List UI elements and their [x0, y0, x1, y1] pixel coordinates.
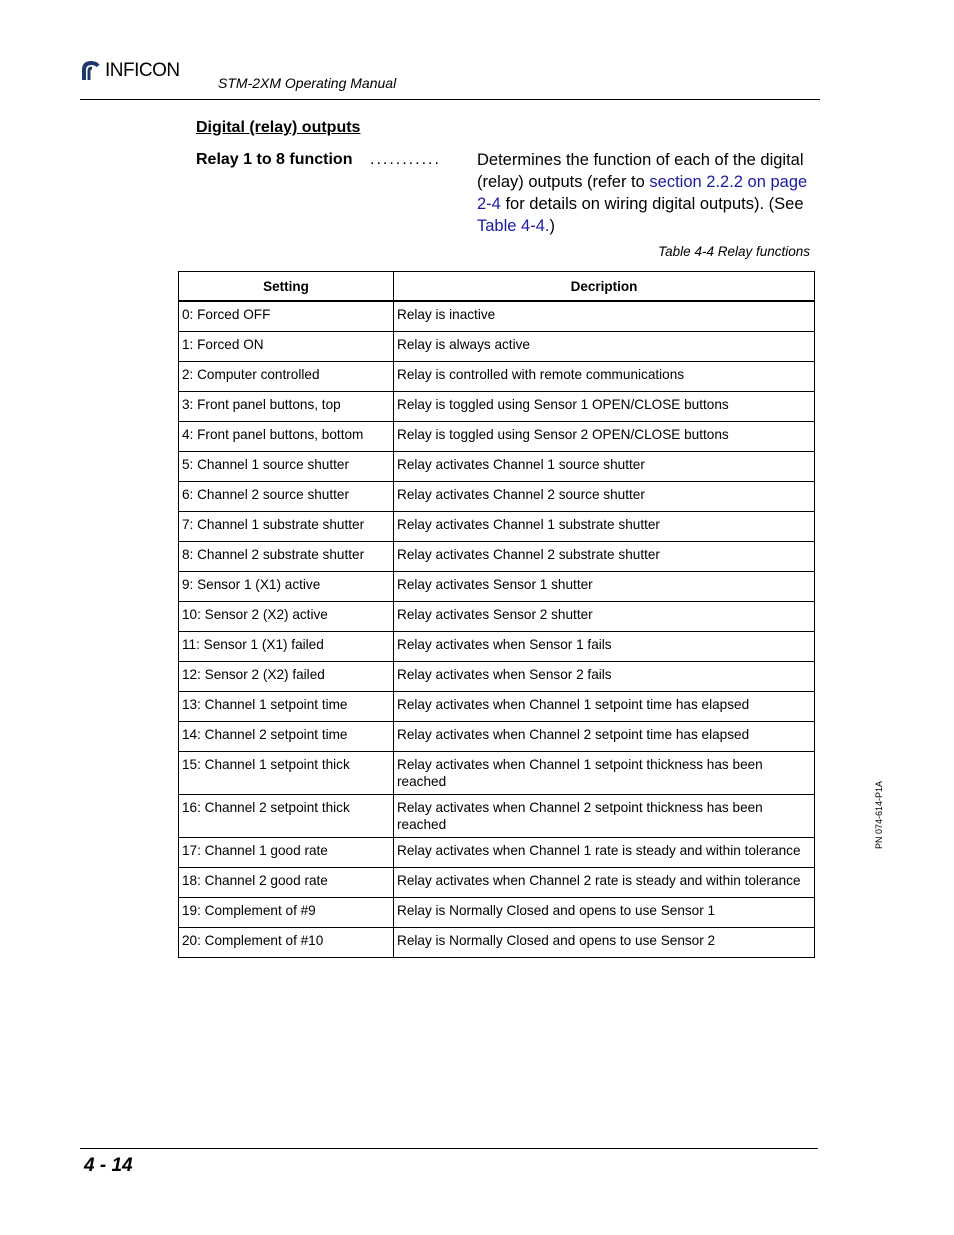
description-cell: Relay activates Sensor 1 shutter: [394, 572, 815, 602]
relay-functions-table: [178, 271, 815, 958]
description-cell: Relay is controlled with remote communications: [394, 362, 815, 392]
description-cell: Relay is Normally Closed and opens to use Sensor 1: [394, 898, 815, 928]
table-row: [179, 752, 815, 795]
table-row: [179, 301, 815, 332]
description-cell: Relay is toggled using Sensor 2 OPEN/CLOSE buttons: [394, 422, 815, 452]
section-heading: Digital (relay) outputs: [196, 119, 361, 136]
table-row: [179, 572, 815, 602]
table-row: [179, 512, 815, 542]
table-row: [179, 928, 815, 958]
setting-cell: 12: Sensor 2 (X2) failed: [179, 662, 394, 692]
description-cell: Relay activates when Channel 2 rate is steady and within tolerance: [394, 868, 815, 898]
table-row: [179, 898, 815, 928]
table-caption: Table 4-4 Relay functions: [658, 244, 810, 259]
description-cell: Relay activates Channel 1 source shutter: [394, 452, 815, 482]
parameter-description: [477, 149, 812, 237]
page-number: 4 - 14: [84, 1155, 133, 1176]
column-header-description: Decription: [394, 272, 815, 302]
table-row: [179, 868, 815, 898]
table-row: [179, 482, 815, 512]
description-cell: Relay is toggled using Sensor 1 OPEN/CLOSE buttons: [394, 392, 815, 422]
parameter-label: Relay 1 to 8 function: [196, 151, 353, 168]
setting-cell: 1: Forced ON: [179, 332, 394, 362]
description-cell: Relay activates when Sensor 2 fails: [394, 662, 815, 692]
description-text: for details on wiring digital outputs). (See: [500, 195, 804, 213]
inficon-logo: [80, 60, 180, 82]
logo-text: INFICON: [105, 60, 180, 81]
setting-cell: 16: Channel 2 setpoint thick: [179, 795, 394, 838]
setting-cell: 19: Complement of #9: [179, 898, 394, 928]
description-cell: Relay activates when Channel 1 setpoint time has elapsed: [394, 692, 815, 722]
description-cell: Relay activates Channel 1 substrate shutter: [394, 512, 815, 542]
table-row: [179, 838, 815, 868]
setting-cell: 0: Forced OFF: [179, 301, 394, 332]
setting-cell: 17: Channel 1 good rate: [179, 838, 394, 868]
table-row: [179, 662, 815, 692]
setting-cell: 15: Channel 1 setpoint thick: [179, 752, 394, 795]
header-divider: [80, 99, 820, 100]
table-row: [179, 795, 815, 838]
description-text: Determines the function of each of the digital (relay) outputs (refer to: [477, 151, 804, 191]
table-row: [179, 542, 815, 572]
setting-cell: 7: Channel 1 substrate shutter: [179, 512, 394, 542]
description-cell: Relay activates when Channel 2 setpoint time has elapsed: [394, 722, 815, 752]
setting-cell: 2: Computer controlled: [179, 362, 394, 392]
table-row: [179, 452, 815, 482]
setting-cell: 13: Channel 1 setpoint time: [179, 692, 394, 722]
setting-cell: 6: Channel 2 source shutter: [179, 482, 394, 512]
table-row: [179, 722, 815, 752]
description-cell: Relay activates Channel 2 substrate shutter: [394, 542, 815, 572]
table-row: [179, 392, 815, 422]
table-row: [179, 332, 815, 362]
setting-cell: 9: Sensor 1 (X1) active: [179, 572, 394, 602]
description-cell: Relay is Normally Closed and opens to use Sensor 2: [394, 928, 815, 958]
table-header-row: [179, 272, 815, 302]
setting-cell: 8: Channel 2 substrate shutter: [179, 542, 394, 572]
table-row: [179, 422, 815, 452]
description-cell: Relay activates when Channel 1 setpoint thickness has been reached: [394, 752, 815, 795]
inficon-logo-mark-icon: [80, 60, 102, 82]
column-header-setting: Setting: [179, 272, 394, 302]
setting-cell: 4: Front panel buttons, bottom: [179, 422, 394, 452]
footer-divider: [80, 1148, 818, 1149]
setting-cell: 11: Sensor 1 (X1) failed: [179, 632, 394, 662]
description-cell: Relay is inactive: [394, 301, 815, 332]
part-number: PN 074-614-P1A: [874, 780, 884, 849]
table-row: [179, 362, 815, 392]
setting-cell: 14: Channel 2 setpoint time: [179, 722, 394, 752]
description-cell: Relay is always active: [394, 332, 815, 362]
section-link[interactable]: section 2.2.2 on page 2-4: [477, 173, 808, 213]
description-cell: Relay activates Channel 2 source shutter: [394, 482, 815, 512]
table-link[interactable]: Table 4-4.: [477, 217, 550, 235]
setting-cell: 5: Channel 1 source shutter: [179, 452, 394, 482]
description-cell: Relay activates when Channel 1 rate is steady and within tolerance: [394, 838, 815, 868]
table-body: [179, 301, 815, 958]
setting-cell: 20: Complement of #10: [179, 928, 394, 958]
description-cell: Relay activates when Sensor 1 fails: [394, 632, 815, 662]
table-row: [179, 632, 815, 662]
description-cell: Relay activates when Channel 2 setpoint thickness has been reached: [394, 795, 815, 838]
description-text: ): [549, 217, 555, 235]
setting-cell: 3: Front panel buttons, top: [179, 392, 394, 422]
manual-title: STM-2XM Operating Manual: [218, 75, 397, 91]
table-row: [179, 692, 815, 722]
parameter-leader-dots: ...........: [370, 151, 441, 168]
table-row: [179, 602, 815, 632]
setting-cell: 10: Sensor 2 (X2) active: [179, 602, 394, 632]
setting-cell: 18: Channel 2 good rate: [179, 868, 394, 898]
description-cell: Relay activates Sensor 2 shutter: [394, 602, 815, 632]
